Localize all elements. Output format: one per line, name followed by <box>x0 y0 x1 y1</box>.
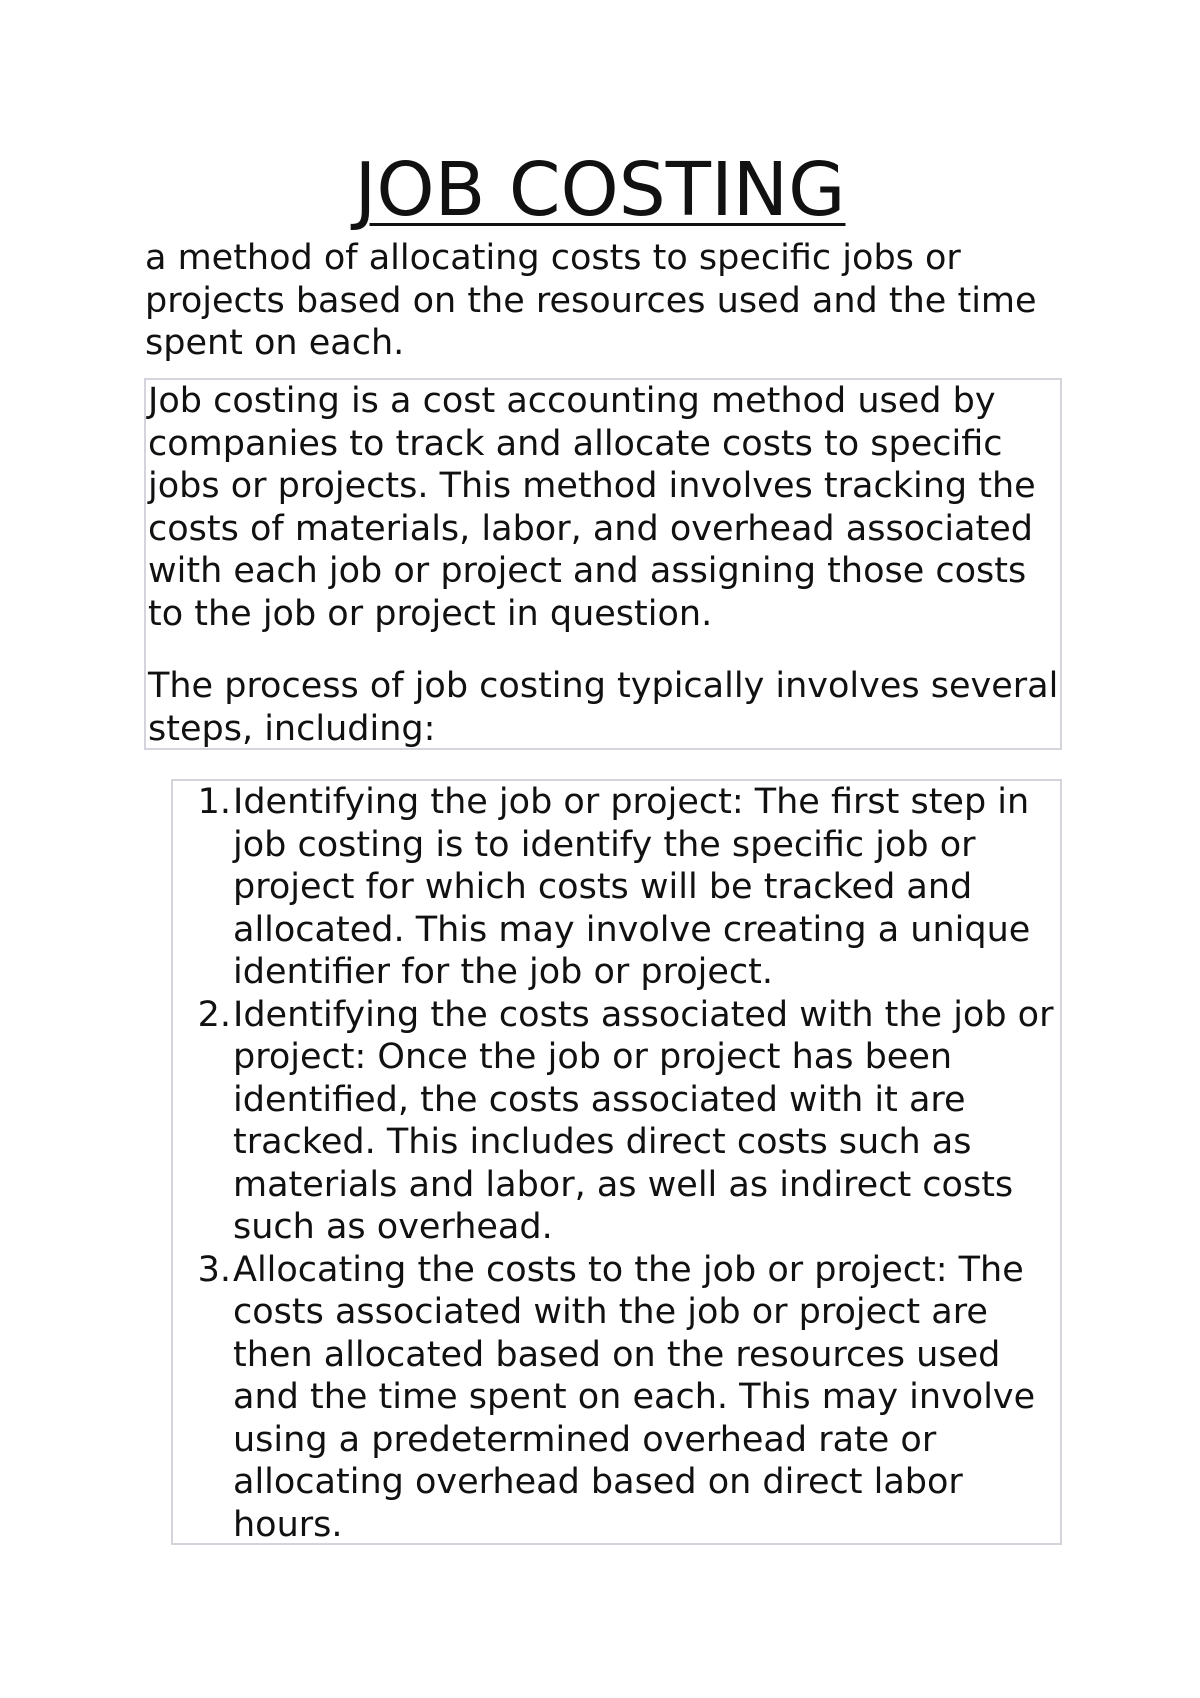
step-text: Allocating the costs to the job or project: The costs associated with the job or project are then allocated based on the resources used and the time spent on each. This may involve using a predetermined overhead rate or allocating overhead based on direct labor hours. <box>233 1249 1036 1545</box>
intro-text-box <box>144 378 1062 750</box>
steps-list <box>173 781 1060 1546</box>
page-title-text: JOB COSTING <box>354 147 846 233</box>
list-item <box>173 781 1060 994</box>
page-title <box>0 148 1200 232</box>
list-item <box>173 1249 1060 1547</box>
list-item <box>173 994 1060 1249</box>
definition-subtitle: a method of allocating costs to specific jobs or projects based on the resources used and the time spent on each. <box>145 238 1037 363</box>
step-text: Identifying the costs associated with the job or project: Once the job or project has been identified, the costs associated with it are tracked. This includes direct costs such as materials and labor, as well as indirect costs such as overhead. <box>233 994 1054 1247</box>
step-number: 1. <box>197 782 231 822</box>
step-number: 3. <box>197 1249 231 1290</box>
intro-paragraph-1: Job costing is a cost accounting method used by companies to track and allocate costs to specific jobs or projects. This method involves tracking the costs of materials, labor, and overhead associated with each job or project and assigning those costs to the job or project in question. <box>148 381 1036 634</box>
intro-paragraph-2: The process of job costing typically involves several steps, including: <box>148 666 1059 749</box>
step-number: 2. <box>197 994 231 1035</box>
step-text: Identifying the job or project: The first step in job costing is to identify the specific job or project for which costs will be tracked and allocated. This may involve creating a unique identifier for the job or project. <box>233 782 1031 992</box>
steps-list-box <box>171 779 1062 1545</box>
